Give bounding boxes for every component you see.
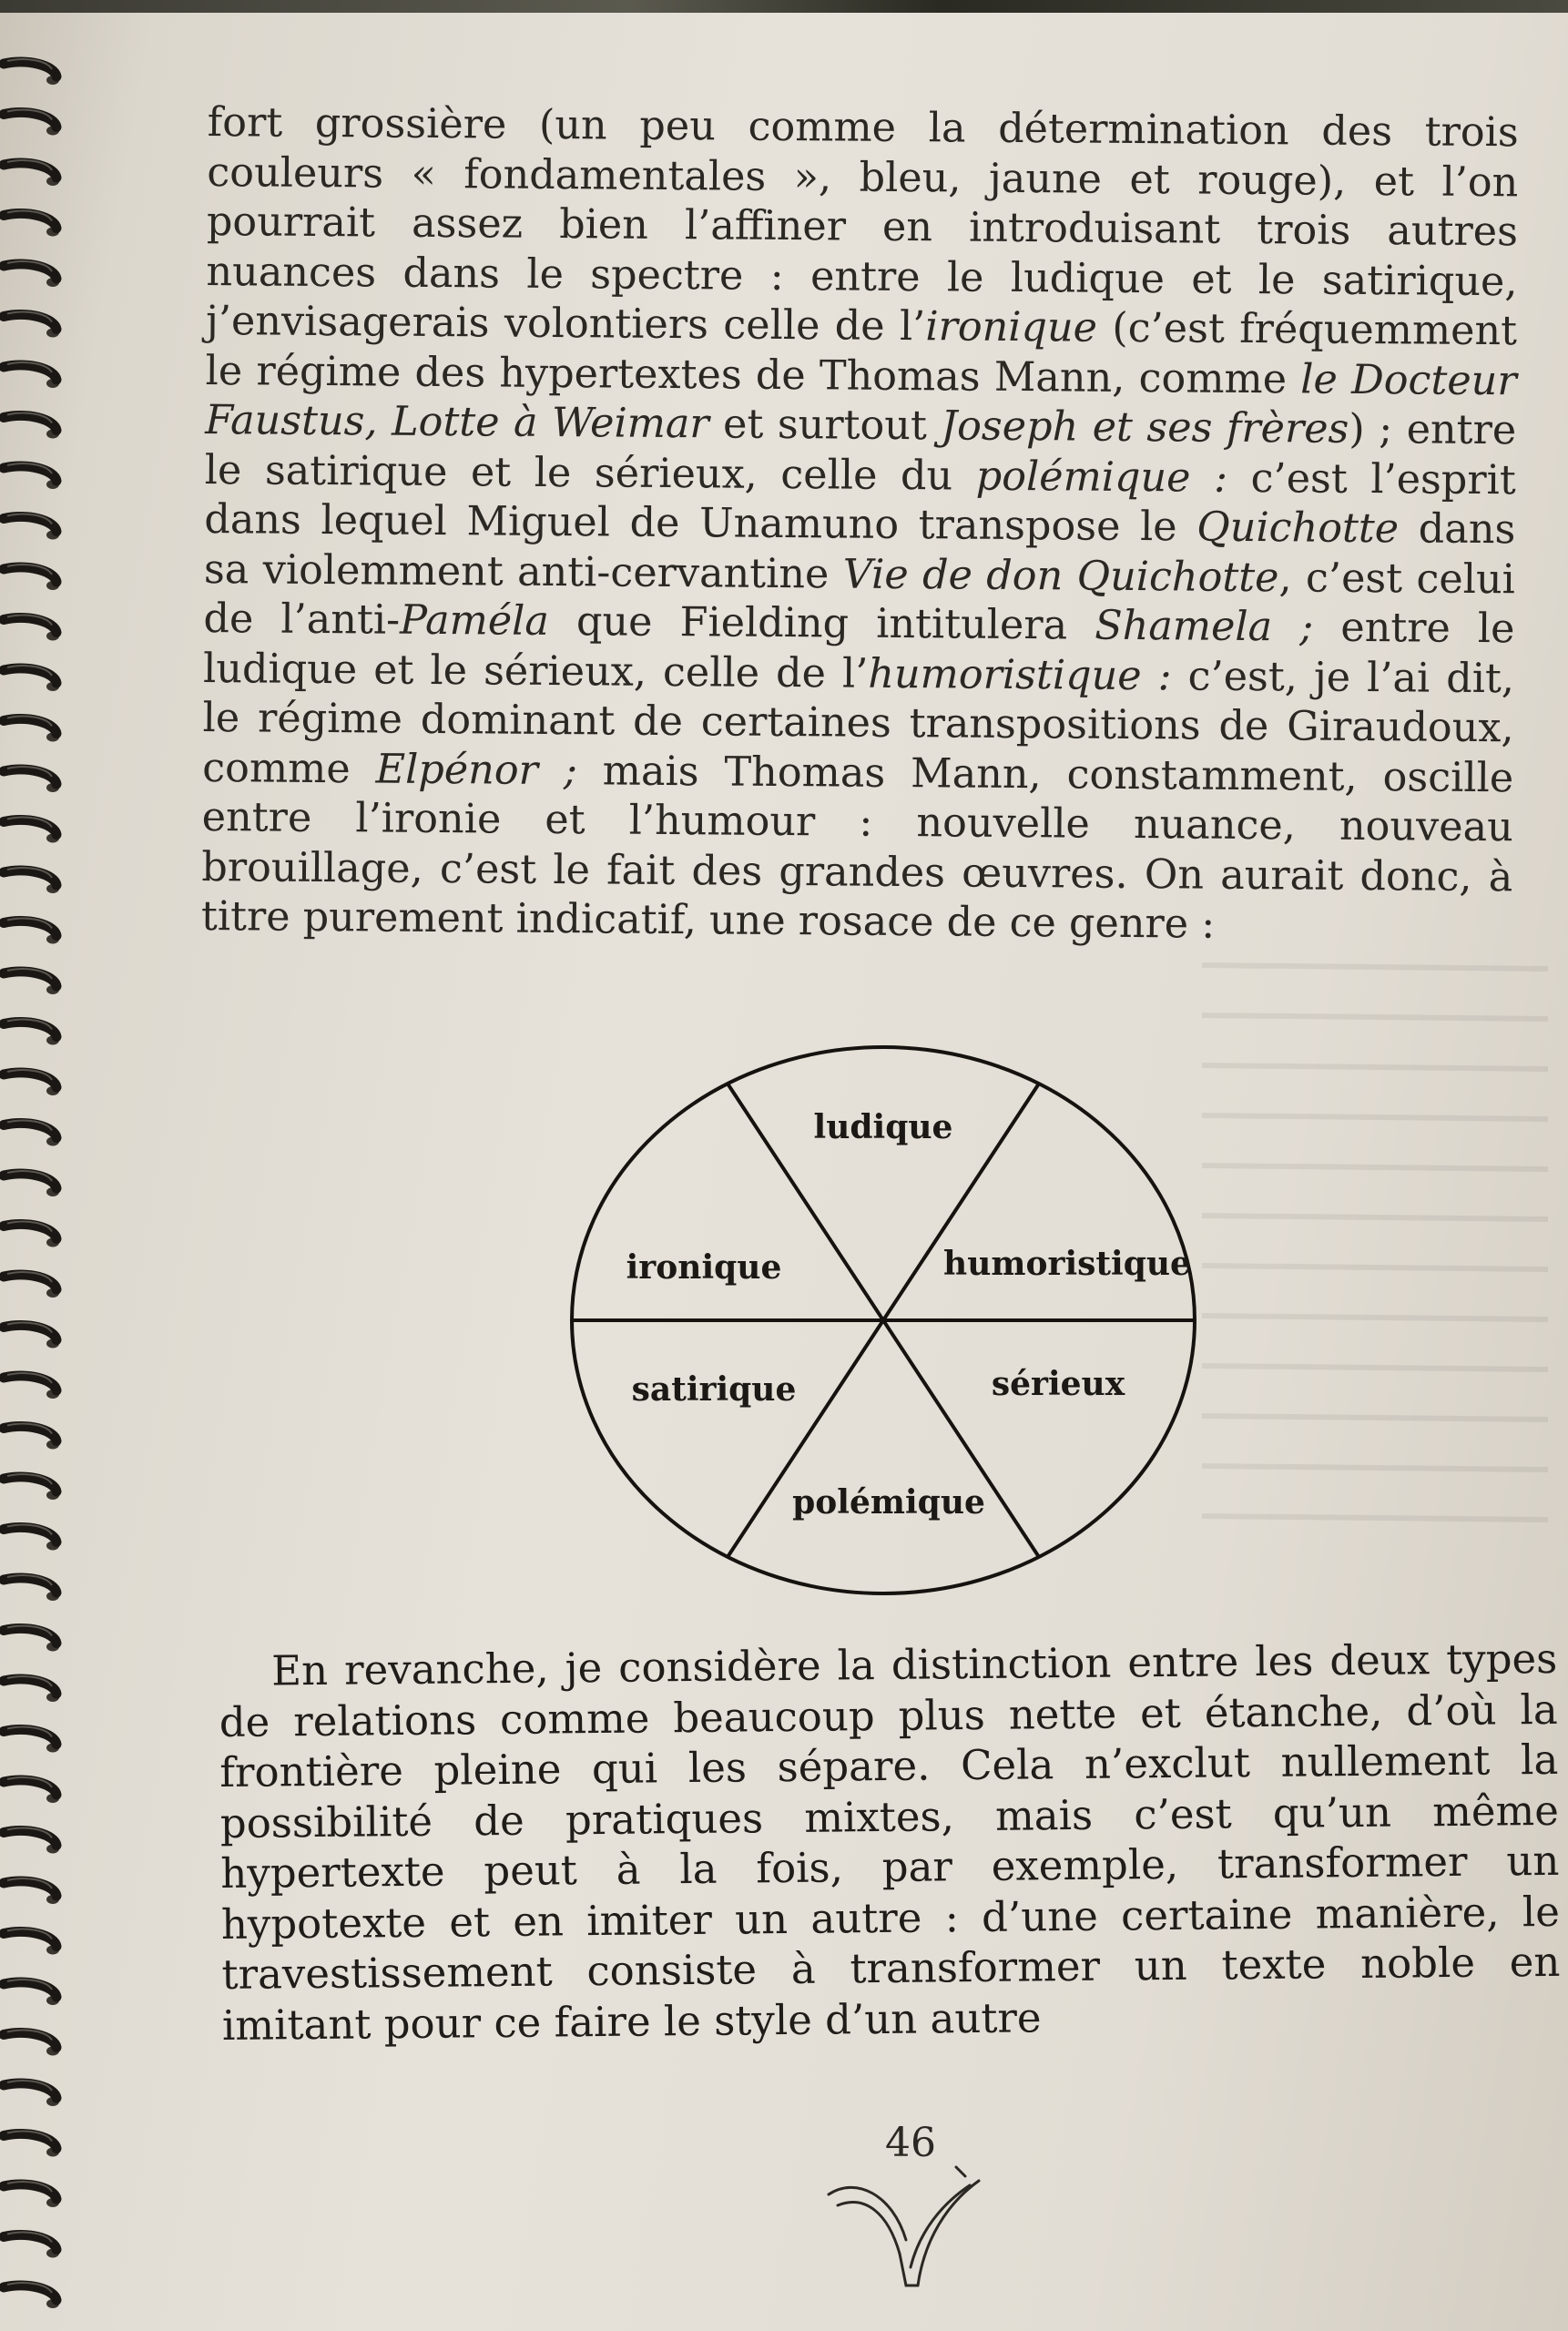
spiral-coil xyxy=(4,1020,59,1045)
paragraph-2-text: En revanche, je considère la distinction entre les deux types de relations comme beaucoup plus nette et étanche, d’où la frontière pleine qui les sépare. Cela n’exclut nullement la possibilité de pratiques mixtes, mais c’est qu’un même hypertexte peut à la fois, par exemple, transformer un hypotexte et en imiter un autre : d’une certaine manière, le travestissement consiste à transformer un texte noble en imitant pour ce faire le style d’un autre xyxy=(219,1634,1561,2050)
paragraph-1-text xyxy=(201,98,1519,952)
text-run: (c’est fréquemment le régime des hypertextes de Thomas Mann, comme xyxy=(205,304,1518,402)
label-satirique: satirique xyxy=(631,1370,797,1409)
spiral-coil xyxy=(4,919,59,944)
label-ludique: ludique xyxy=(813,1108,953,1146)
italic-title-run: Joseph et ses frères xyxy=(941,402,1349,453)
spiral-coil xyxy=(4,1575,59,1601)
spiral-coil xyxy=(4,818,59,843)
spiral-coil xyxy=(4,2233,59,2258)
italic-title-run: Quichotte xyxy=(1196,504,1400,553)
spiral-coil xyxy=(4,463,59,489)
spiral-coil xyxy=(4,1676,59,1702)
spiral-coil xyxy=(4,1272,59,1298)
body-paragraph-1 xyxy=(201,98,1519,952)
text-run: c’est, je l’ai dit, le régime dominant de certaines transpositions de Giraudoux, comme xyxy=(202,652,1515,792)
spiral-coil xyxy=(4,969,59,994)
spiral-coil xyxy=(4,160,59,186)
label-serieux: sérieux xyxy=(991,1365,1125,1403)
spiral-coil xyxy=(4,717,59,742)
spiral-coil xyxy=(4,2031,59,2056)
spiral-coil xyxy=(4,413,59,439)
spiral-coil xyxy=(4,59,59,85)
spiral-coil xyxy=(4,1323,59,1349)
spiral-coil xyxy=(4,1070,59,1095)
body-paragraph-2 xyxy=(219,1634,1561,2051)
spiral-coil xyxy=(4,666,59,691)
page-top-edge xyxy=(0,0,1568,13)
spiral-coil xyxy=(4,514,59,540)
spiral-coil xyxy=(4,1424,59,1450)
spiral-coil xyxy=(4,2283,59,2308)
spiral-coil xyxy=(4,1828,59,1854)
spiral-coil xyxy=(4,362,59,388)
spiral-coil xyxy=(4,565,59,590)
label-polemique: polémique xyxy=(792,1483,985,1522)
spiral-coil xyxy=(4,2132,59,2157)
rosace-diagram xyxy=(555,1038,1211,1603)
spiral-coil xyxy=(4,261,59,287)
italic-title-run: humoristique : xyxy=(868,650,1172,699)
text-run: fort grossière (un peu comme la détermination des trois couleurs « fondamentales », bleu, jaune et rouge), et l’on pourrait assez bien l’affiner en introduisant trois autres nuances dans le spectre : entre le ludique et le satirique, j’envisagerais volontiers celle de l’ xyxy=(205,98,1519,351)
spiral-coil xyxy=(4,616,59,641)
text-run: c’est l’esprit dans lequel Miguel de Unamuno transpose le xyxy=(204,454,1516,551)
spiral-coil xyxy=(4,312,59,338)
bleed-through-texture xyxy=(1202,947,1548,1584)
spiral-coil xyxy=(4,868,59,893)
spiral-coil xyxy=(4,1525,59,1551)
spiral-coil xyxy=(4,1980,59,2005)
text-run: mais Thomas Mann, constamment, oscille entre l’ironie et l’humour : nouvelle nuance, nouveau brouillage, c’est le fait des grandes œuvres. On aurait donc, à titre purement indicatif, une rosace de ce genre : xyxy=(200,747,1514,948)
label-ironique: ironique xyxy=(626,1248,782,1287)
publisher-leaf-ornament-icon xyxy=(820,2140,1002,2304)
spiral-coil xyxy=(4,110,59,136)
text-run: entre le ludique et le sérieux, celle de l’ xyxy=(202,604,1515,697)
text-run: ) ; entre le satirique et le sérieux, celle du xyxy=(204,405,1517,500)
text-run: , c’est celui de l’anti- xyxy=(203,554,1516,644)
italic-title-run: Paméla xyxy=(399,596,550,645)
spiral-coil xyxy=(4,2182,59,2207)
spiral-coil xyxy=(4,1222,59,1247)
italic-title-run: ironique xyxy=(925,303,1098,351)
spiral-coil xyxy=(4,211,59,237)
page-number: 46 xyxy=(885,2120,936,2166)
italic-title-run: Vie de don Quichotte xyxy=(842,550,1279,601)
italic-title-run: Elpénor ; xyxy=(375,745,578,794)
spiral-coil xyxy=(4,1626,59,1652)
italic-title-run: le Docteur Faustus, Lotte à Weimar xyxy=(205,355,1517,448)
text-run: et surtout xyxy=(708,401,942,450)
text-run: que Fielding intitulera xyxy=(548,597,1095,649)
spiral-coil xyxy=(4,2081,59,2106)
italic-title-run: polémique : xyxy=(975,453,1228,502)
spiral-coil xyxy=(4,1777,59,1803)
spiral-coil xyxy=(4,1727,59,1753)
label-humoristique: humoristique xyxy=(943,1245,1191,1283)
spiral-coil xyxy=(4,1373,59,1399)
italic-title-run: Shamela ; xyxy=(1094,602,1314,651)
text-run: dans sa violemment anti-cervantine xyxy=(203,505,1516,597)
spiral-coil xyxy=(4,1171,59,1196)
spiral-coil xyxy=(4,1929,59,1955)
spiral-coil xyxy=(4,767,59,792)
spiral-coil xyxy=(4,1474,59,1500)
spiral-coil xyxy=(4,1878,59,1904)
spiral-binding xyxy=(0,36,82,2331)
spiral-coil xyxy=(4,1121,59,1146)
